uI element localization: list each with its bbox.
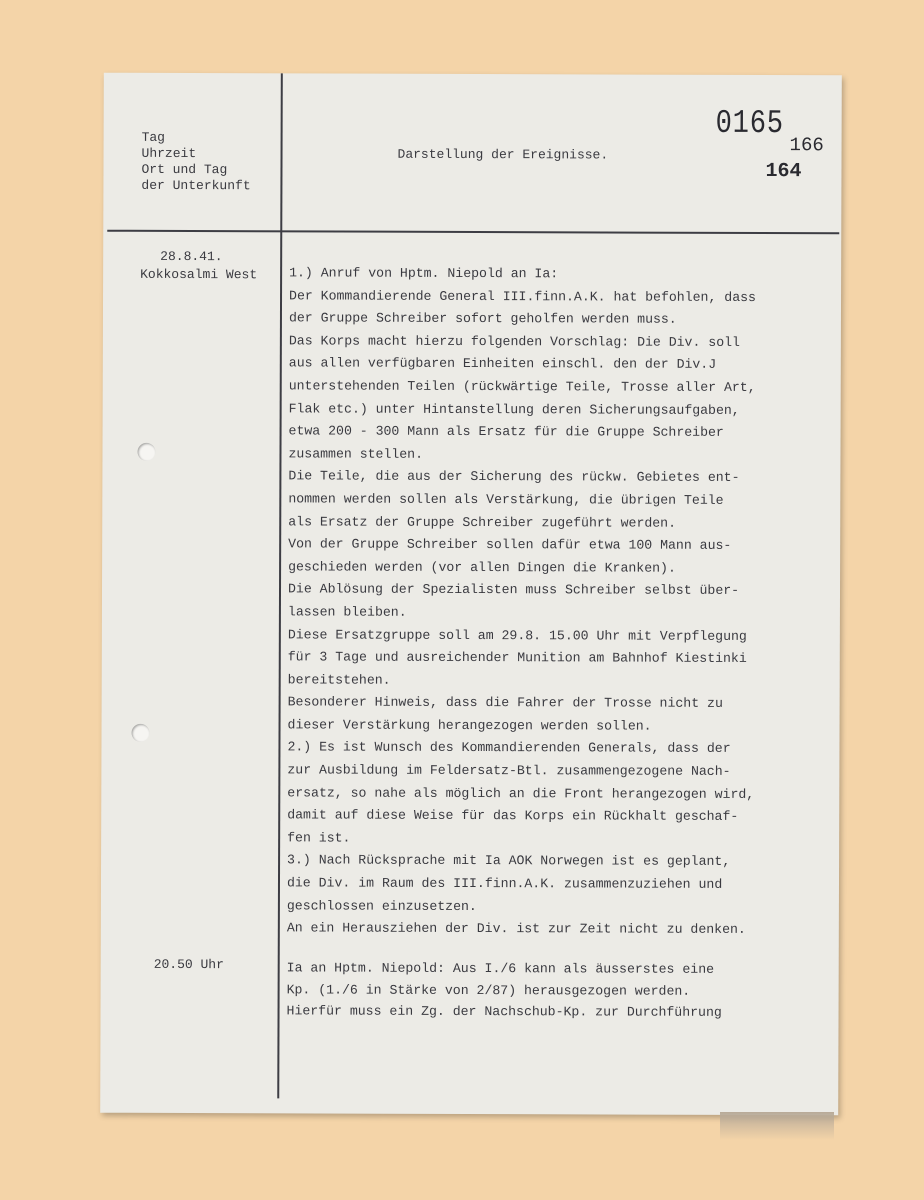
header-label: Uhrzeit [141,145,197,162]
header-left-column [141,130,250,194]
text-line: geschieden werden (vor allen Dingen die Kranken). [288,559,676,576]
text-line: 3.) Nach Rücksprache mit Ia AOK Norwegen ist es geplant, [287,852,731,870]
text-line: der Gruppe Schreiber sofort geholfen werden muss. [288,310,677,327]
archive-stamp-number: 0165 [715,104,784,143]
text-line: als Ersatz der Gruppe Schreiber zugeführt werden. [288,513,677,531]
text-line: etwa 200 - 300 Mann als Ersatz für die Gruppe Schreiber [288,423,724,441]
header-label: Tag [141,129,166,145]
page-number-lower: 164 [765,160,802,184]
text-line: Von der Gruppe Schreiber sollen dafür etwa 100 Mann aus- [288,536,732,554]
entry-date-place [140,248,257,284]
text-line: zusammen stellen. [288,446,424,462]
page-edge-shadow [720,1112,834,1140]
text-line: fen ist. [287,830,351,846]
text-line: An ein Herausziehen der Div. ist zur Zeit nicht zu denken. [286,920,746,938]
text-line: bereitstehen. [287,672,391,688]
header-label: der Unterkunft [141,177,251,194]
text-line: zur Ausbildung im Feldersatz-Btl. zusammengezogene Nach- [287,762,731,779]
column-divider [277,73,283,1098]
text-line: aus allen verfügbaren Einheiten einschl. den der Div.J [288,355,717,373]
text-line: dieser Verstärkung herangezogen werden sollen. [287,717,652,734]
text-line: die Div. im Raum des III.finn.A.K. zusammenzuziehen und [286,875,723,892]
text-line: Diese Ersatzgruppe soll am 29.8. 15.00 Uhr mit Verpflegung [287,626,747,644]
text-line: nommen werden sollen als Verstärkung, die übrigen Teile [288,491,724,508]
text-line: Besonderer Hinweis, dass die Fahrer der Trosse nicht zu [287,694,723,712]
text-line: Die Ablösung der Spezialisten muss Schreiber selbst über- [287,581,740,599]
text-line: geschlossen einzusetzen. [286,897,477,914]
header-title: Darstellung der Ereignisse. [397,146,609,163]
document-page [100,73,842,1116]
text-line: damit auf diese Weise für das Korps ein Rückhalt geschaf- [287,807,739,825]
text-line: 2.) Es ist Wunsch des Kommandierenden Generals, dass der [287,739,731,757]
text-line: ersatz, so nahe als möglich an die Front herangezogen wird, [287,785,755,802]
text-line: Flak etc.) unter Hintanstellung deren Sicherungsaufgaben, [288,400,740,418]
entry-body-1 [287,262,834,942]
text-line: Der Kommandierende General III.finn.A.K. hat befohlen, dass [289,287,756,305]
entry-place: Kokkosalmi West [140,266,258,283]
text-line: Kp. (1./6 in Stärke von 2/87) herausgezogen werden. [286,981,691,999]
text-line: Hierfür muss ein Zg. der Nachschub-Kp. zur Durchführung [286,1003,722,1020]
punch-hole-upper [137,443,155,461]
page-number-upper: 166 [789,134,824,157]
entry-date: 28.8.41. [160,248,223,265]
entry-body-2 [287,957,832,1023]
header-rule [107,230,839,235]
text-line: Die Teile, die aus der Sicherung des rückw. Gebietes ent- [288,468,740,486]
text-line: Das Korps macht hierzu folgenden Vorschlag: Die Div. soll [288,333,741,350]
entry-time: 20.50 Uhr [153,956,224,973]
text-line: Ia an Hptm. Niepold: Aus I./6 kann als äusserstes eine [286,960,715,977]
text-line: unterstehenden Teilen (rückwärtige Teile, Trosse aller Art, [288,378,756,395]
text-line: 1.) Anruf von Hptm. Niepold an Ia: [289,265,559,282]
header-label: Ort und Tag [141,161,228,178]
text-line: lassen bleiben. [287,604,407,620]
punch-hole-lower [131,724,149,742]
text-line: für 3 Tage und ausreichender Munition am Bahnhof Kiestinki [287,649,747,667]
